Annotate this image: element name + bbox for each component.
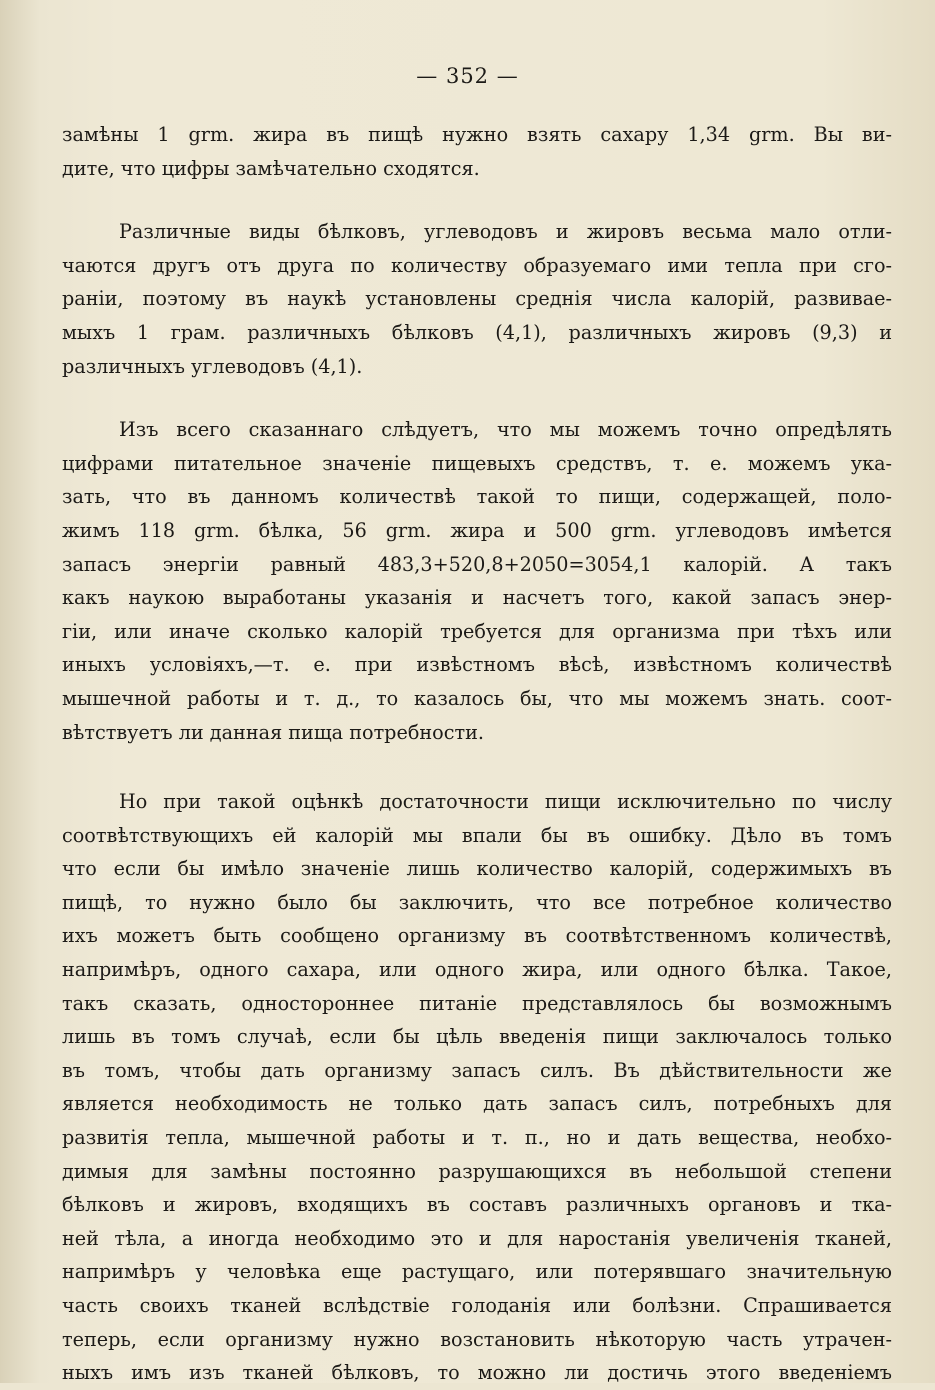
body-text <box>62 118 892 1390</box>
text-line: раніи, поэтому въ наукѣ установлены среднія числа калорій, развивае- <box>62 287 892 311</box>
text-line: зать, что въ данномъ количествѣ такой то пищи, содержащей, поло- <box>62 485 892 509</box>
text-line: что если бы имѣло значеніе лишь количество калорій, содержимыхъ въ <box>62 857 892 881</box>
text-line: димыя для замѣны постоянно разрушающихся въ небольшой степени <box>62 1159 892 1183</box>
text-line: дите, что цифры замѣчательно сходятся. <box>62 156 480 180</box>
text-line: напримѣръ, одного сахара, или одного жира, или одного бѣлка. Такое, <box>62 958 892 982</box>
paragraph-2 <box>62 215 892 383</box>
text-line: цифрами питательное значеніе пищевыхъ средствъ, т. е. можемъ ука- <box>62 451 892 475</box>
text-line: ихъ можетъ быть сообщено организму въ соотвѣтственномъ количествѣ, <box>62 924 892 948</box>
text-line: напримѣръ у человѣка еще растущаго, или потерявшаго значительную <box>62 1260 892 1284</box>
text-line: Изъ всего сказаннаго слѣдуетъ, что мы можемъ точно опредѣлять <box>119 418 892 442</box>
text-line: такъ сказать, одностороннее питаніе представлялось бы возможнымъ <box>62 991 892 1015</box>
text-line: гіи, или иначе сколько калорій требуется для организма при тѣхъ или <box>62 619 892 643</box>
text-line: ней тѣла, а иногда необходимо это и для наростанія увеличенія тканей, <box>62 1226 892 1250</box>
text-line: бѣлковъ и жировъ, входящихъ въ составъ различныхъ органовъ и тка- <box>62 1193 892 1217</box>
text-line: какъ наукою выработаны указанія и насчетъ того, какой запасъ энер- <box>62 586 892 610</box>
paragraph-3 <box>62 413 892 749</box>
text-line: вѣтствуетъ ли данная пища потребности. <box>62 720 484 744</box>
text-line: Различные виды бѣлковъ, углеводовъ и жировъ весьма мало отли- <box>119 220 892 244</box>
text-line: пищѣ, то нужно было бы заключить, что все потребное количество <box>62 890 892 914</box>
paragraph-1 <box>62 118 892 185</box>
text-line: является необходимость не только дать запасъ силъ, потребныхъ для <box>62 1092 892 1116</box>
text-line: запасъ энергіи равный 483,3+520,8+2050=3054,1 калорій. А такъ <box>62 552 892 576</box>
text-line: жимъ 118 grm. бѣлка, 56 grm. жира и 500 grm. углеводовъ имѣется <box>62 518 892 542</box>
text-line: въ томъ, чтобы дать организму запасъ силъ. Въ дѣйствительности же <box>62 1058 892 1082</box>
text-line: развитія тепла, мышечной работы и т. п., но и дать вещества, необхо- <box>62 1126 892 1150</box>
text-line: ныхъ имъ изъ тканей бѣлковъ, то можно ли достичь этого введеніемъ <box>62 1361 892 1385</box>
page-number: — 352 — <box>416 64 519 88</box>
text-line: соотвѣтствующихъ ей калорій мы впали бы въ ошибку. Дѣло въ томъ <box>62 823 892 847</box>
paragraph-4 <box>62 785 892 1390</box>
text-line: лишь въ томъ случаѣ, если бы цѣль введенія пищи заключалось только <box>62 1025 892 1049</box>
text-line: часть своихъ тканей вслѣдствіе голоданія или болѣзни. Спрашивается <box>62 1294 892 1317</box>
text-line: мыхъ 1 грам. различныхъ бѣлковъ (4,1), различныхъ жировъ (9,3) и <box>62 320 892 344</box>
text-line: мышечной работы и т. д., то казалось бы, что мы можемъ знать. соот- <box>62 686 892 710</box>
text-line: различныхъ углеводовъ (4,1). <box>62 354 363 378</box>
text-line: чаются другъ отъ друга по количеству образуемаго ими тепла при сго- <box>62 253 892 277</box>
text-line: Но при такой оцѣнкѣ достаточности пищи исключительно по числу <box>119 790 892 814</box>
text-line: замѣны 1 grm. жира въ пищѣ нужно взять сахару 1,34 grm. Вы ви- <box>62 123 892 146</box>
text-line: иныхъ условіяхъ,—т. е. при извѣстномъ вѣсѣ, извѣстномъ количествѣ <box>62 653 892 677</box>
text-line: теперь, если организму нужно возстановить нѣкоторую часть утрачен- <box>62 1327 892 1351</box>
